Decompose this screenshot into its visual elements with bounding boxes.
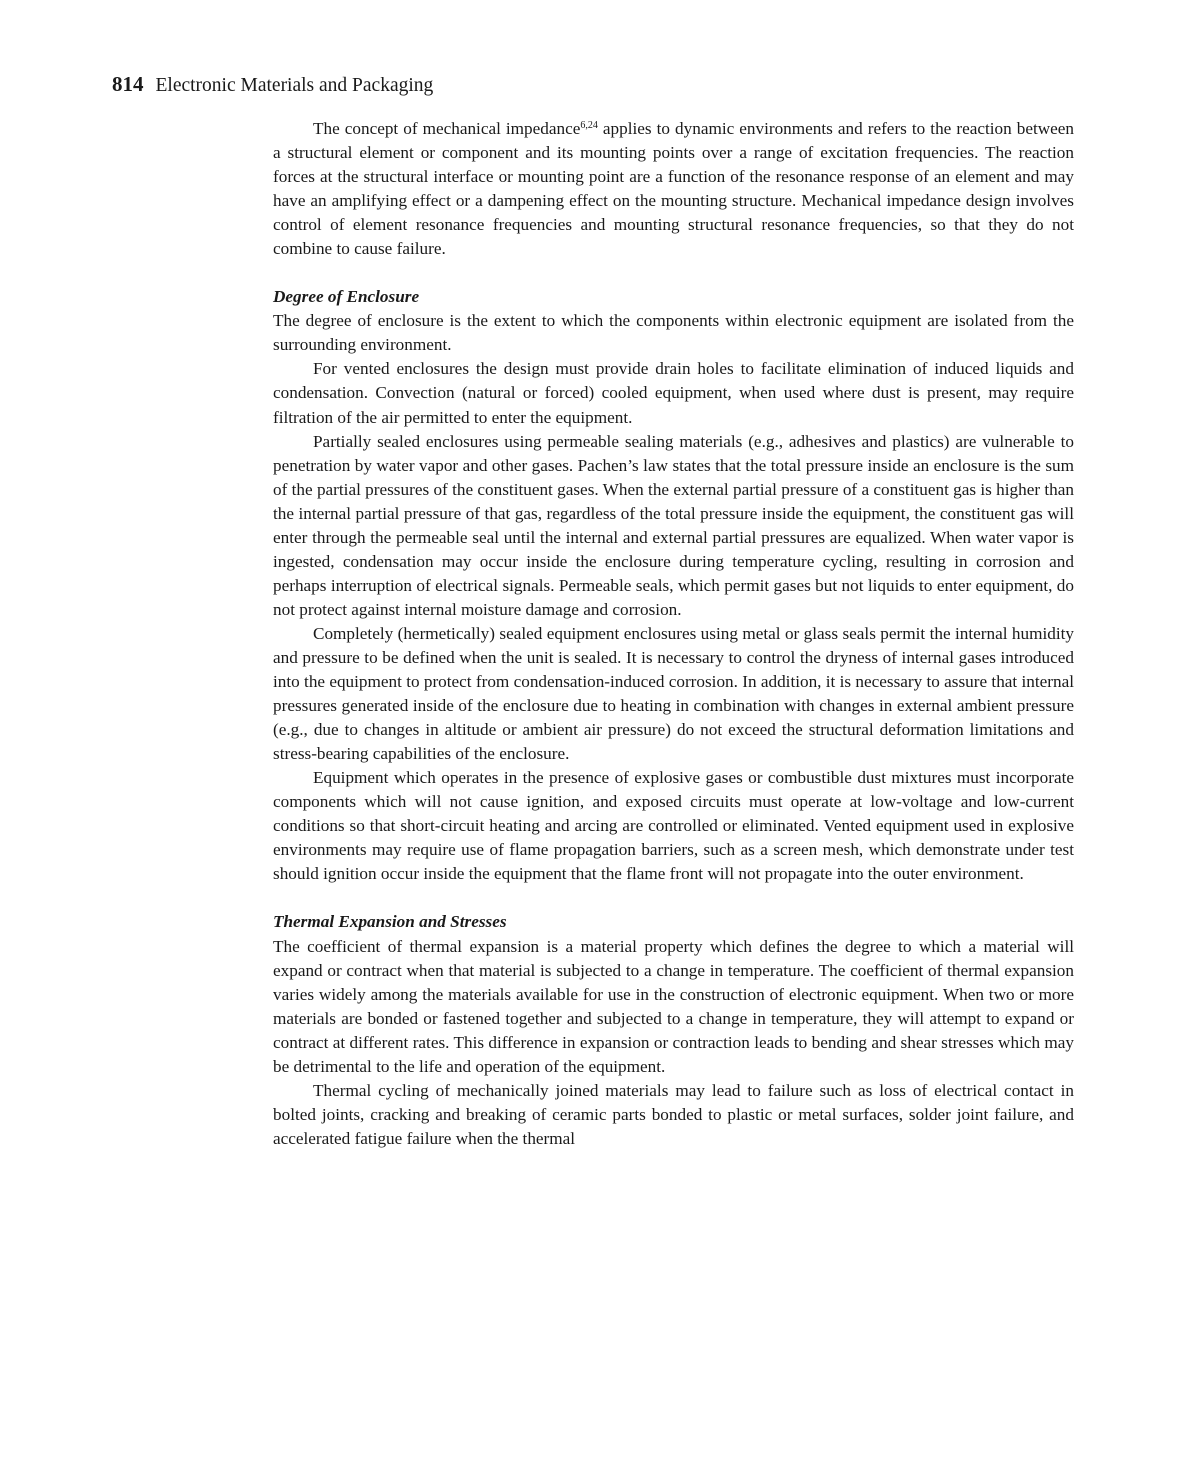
paragraph: Completely (hermetically) sealed equipment enclosures using metal or glass seals permit the internal humidity and pressure to be defined when the unit is sealed. It is necessary to control the dryness of internal gases introduced into the equipment to protect from condensation-induced corrosion. In addition, it is necessary to assure that internal pressures generated inside of the enclosure due to heating in combination with changes in external ambient pressure (e.g., due to changes in altitude or ambient air pressure) do not exceed the structural deformation limitations and stress-bearing capabilities of the enclosure. xyxy=(273,623,1074,764)
paragraph: Partially sealed enclosures using permeable sealing materials (e.g., adhesives and plastics) are vulnerable to penetration by water vapor and other gases. Pachen’s law states that the total pressure inside an enclosure is the sum of the partial pressures of the constituent gases. When the external partial pressure of a constituent gas is higher than the internal partial pressure of that gas, regardless of the total pressure inside the equipment, the constituent gas will enter through the permeable seal until the internal and external partial pressures are equalized. When water vapor is ingested, condensation may occur inside the enclosure during temperature cycling, resulting in corrosion and perhaps interruption of electrical signals. Permeable seals, which permit gases but not liquids to enter equipment, do not protect against internal moisture damage and corrosion. xyxy=(273,431,1074,619)
paragraph: The degree of enclosure is the extent to which the components within electronic equipment are isolated from the surrounding environment. xyxy=(273,311,1074,355)
paragraph-text: The concept of mechanical impedance xyxy=(313,119,581,138)
running-header xyxy=(112,70,433,100)
paragraph-text: applies to dynamic environments and refers to the reaction between a structural element or component and its mounting points over a range of excitation frequencies. The reaction forces at the structural interface or mounting point are a function of the resonance response of an element and may have an amplifying effect or a dampening effect on the mounting structure. Mechanical impedance design involves control of element resonance frequencies and mounting structural resonance frequencies, so that they do not combine to cause failure. xyxy=(273,119,1075,259)
section-heading-thermal-expansion: Thermal Expansion and Stresses xyxy=(273,912,507,932)
reference-superscript: 6,24 xyxy=(580,120,598,131)
paragraph: For vented enclosures the design must provide drain holes to facilitate elimination of induced liquids and condensation. Convection (natural or forced) cooled equipment, when used where dust is present, may require filtration of the air permitted to enter the equipment. xyxy=(273,359,1074,427)
page-number: 814 xyxy=(112,72,144,96)
paragraph: The coefficient of thermal expansion is a material property which defines the degree to which a material will expand or contract when that material is subjected to a change in temperature. The coefficient of thermal expansion varies widely among the materials available for use in the construction of electronic equipment. When two or more materials are bonded or fastened together and subjected to a change in temperature, they will attempt to expand or contract at different rates. This difference in expansion or contraction leads to bending and shear stresses which may be detrimental to the life and operation of the equipment. xyxy=(273,936,1074,1076)
running-title: Electronic Materials and Packaging xyxy=(155,75,434,96)
paragraph: Thermal cycling of mechanically joined materials may lead to failure such as loss of electrical contact in bolted joints, cracking and breaking of ceramic parts bonded to plastic or metal surfaces, solder joint failure, and accelerated fatigue failure when the thermal xyxy=(273,1080,1074,1148)
body-text xyxy=(273,117,1074,1151)
paragraph: Equipment which operates in the presence of explosive gases or combustible dust mixtures must incorporate components which will not cause ignition, and exposed circuits must operate at low-voltage and low-current conditions so that short-circuit heating and arcing are controlled or eliminated. Vented equipment used in explosive environments may require use of flame propagation barriers, such as a screen mesh, which demonstrate under test should ignition occur inside the equipment that the flame front will not propagate into the outer environment. xyxy=(273,768,1074,884)
section-heading-degree-of-enclosure: Degree of Enclosure xyxy=(273,287,420,307)
paragraph-mechanical-impedance xyxy=(273,117,1074,261)
